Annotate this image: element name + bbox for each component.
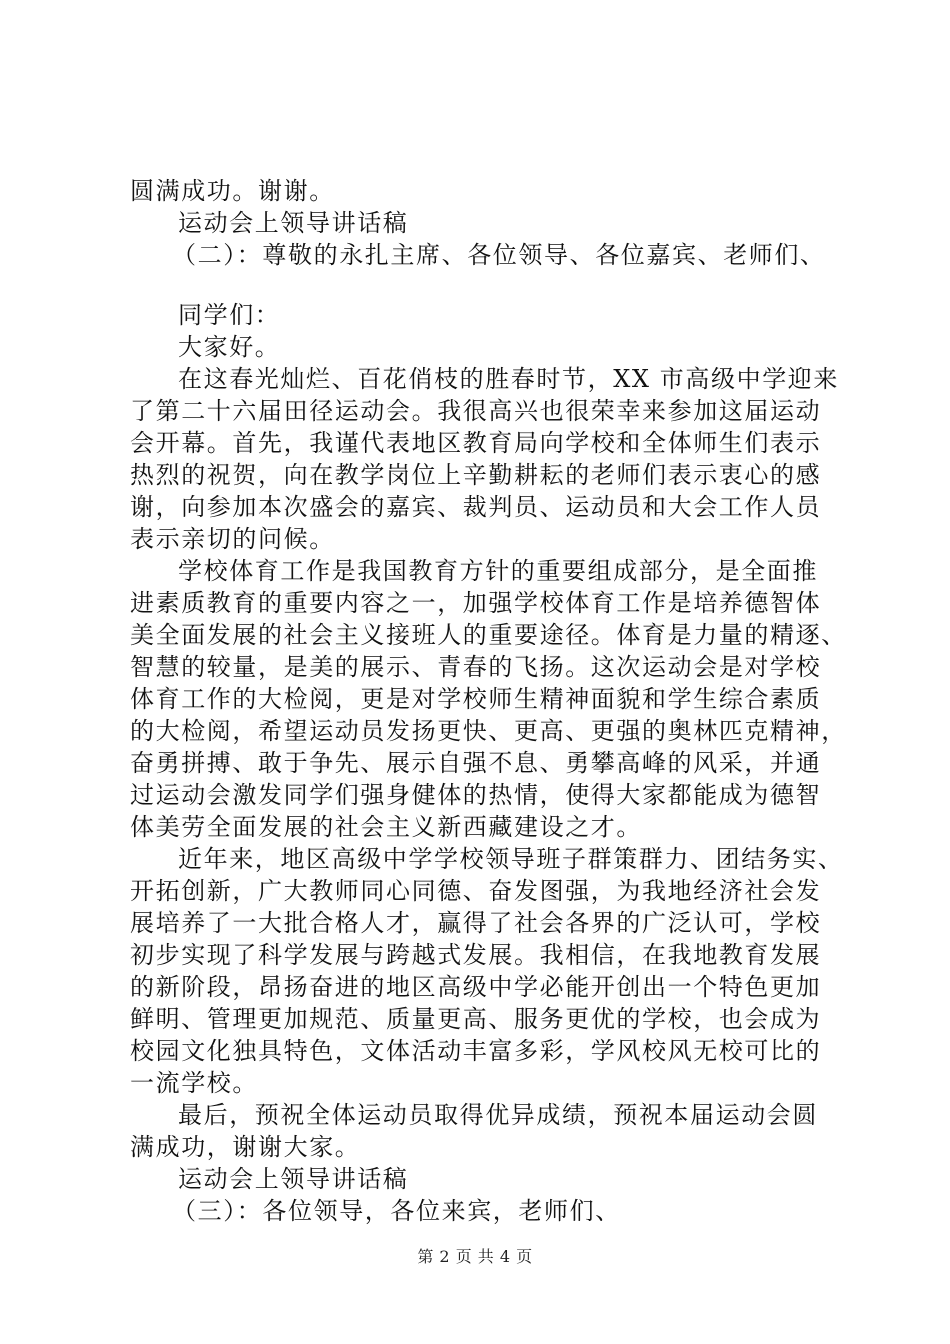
paragraph-line: 谢，向参加本次盛会的嘉宾、裁判员、运动员和大会工作人员: [130, 493, 822, 521]
paragraph-line: 进素质教育的重要内容之一，加强学校体育工作是培养德智体: [130, 589, 822, 617]
page-number-footer: 第 2 页 共 4 页: [417, 1247, 533, 1266]
text-line: 大家好。: [178, 333, 281, 361]
paragraph-line: 在这春光灿烂、百花俏枝的胜春时节，XX 市高级中学迎来: [178, 365, 839, 393]
text-line: 圆满成功。谢谢。: [130, 177, 335, 205]
paragraph-line: 美全面发展的社会主义接班人的重要途径。体育是力量的精逐、: [130, 621, 847, 649]
salutation-line: （三）：各位领导，各位来宾，老师们、: [172, 1197, 621, 1225]
paragraph-line: 过运动会激发同学们强身健体的热情，使得大家都能成为德智: [130, 781, 822, 809]
paragraph-line: 的大检阅，希望运动员发扬更快、更高、更强的奥林匹克精神，: [130, 717, 847, 745]
paragraph-line: 奋勇拼搏、敢于争先、展示自强不息、勇攀高峰的风采，并通: [130, 749, 822, 777]
paragraph-line: 热烈的祝贺，向在教学岗位上辛勤耕耘的老师们表示衷心的感: [130, 461, 822, 489]
paragraph-line: 体育工作的大检阅，更是对学校师生精神面貌和学生综合素质: [130, 685, 822, 713]
paragraph-line: 表示亲切的问候。: [130, 525, 335, 553]
paragraph-line: 开拓创新，广大教师同心同德、奋发图强，为我地经济社会发: [130, 877, 822, 905]
paragraph-line: 了第二十六届田径运动会。我很高兴也很荣幸来参加这届运动: [130, 397, 822, 425]
paragraph-line: 智慧的较量，是美的展示、青春的飞扬。这次运动会是对学校: [130, 653, 822, 681]
paragraph-line: 校园文化独具特色，文体活动丰富多彩，学风校风无校可比的: [130, 1037, 822, 1065]
paragraph-line: 近年来，地区高级中学学校领导班子群策群力、团结务实、: [178, 845, 844, 873]
paragraph-line: 最后，预祝全体运动员取得优异成绩，预祝本届运动会圆: [178, 1101, 818, 1129]
paragraph-line: 鲜明、管理更加规范、质量更高、服务更优的学校，也会成为: [130, 1005, 822, 1033]
paragraph-line: 的新阶段，昂扬奋进的地区高级中学必能开创出一个特色更加: [130, 973, 822, 1001]
salutation-line: 同学们：: [178, 301, 281, 329]
salutation-line: （二）：尊敬的永扎主席、各位领导、各位嘉宾、老师们、: [172, 241, 826, 269]
paragraph-line: 体美劳全面发展的社会主义新西藏建设之才。: [130, 813, 642, 841]
paragraph-line: 满成功，谢谢大家。: [130, 1133, 361, 1161]
paragraph-line: 一流学校。: [130, 1069, 258, 1097]
section-heading: 运动会上领导讲话稿: [178, 209, 409, 237]
section-heading: 运动会上领导讲话稿: [178, 1165, 409, 1193]
paragraph-line: 展培养了一大批合格人才，赢得了社会各界的广泛认可，学校: [130, 909, 822, 937]
paragraph-line: 会开幕。首先，我谨代表地区教育局向学校和全体师生们表示: [130, 429, 822, 457]
paragraph-line: 学校体育工作是我国教育方针的重要组成部分，是全面推: [178, 557, 818, 585]
paragraph-line: 初步实现了科学发展与跨越式发展。我相信，在我地教育发展: [130, 941, 822, 969]
